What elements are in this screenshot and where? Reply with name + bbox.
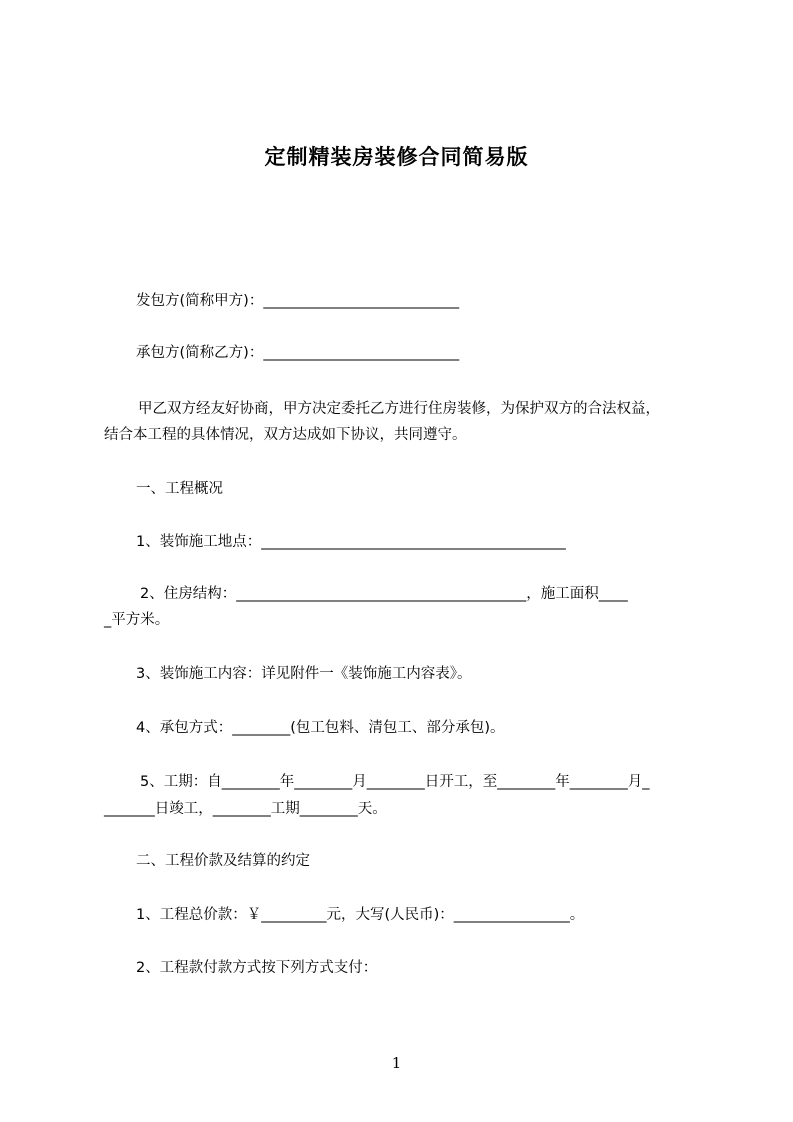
item1-2-structure-line1: 2、住房结构：________________________________________，施工面积____ bbox=[140, 586, 628, 602]
party-b-line: 承包方(简称乙方)：___________________________ bbox=[136, 345, 460, 361]
item1-5-schedule-line2: _______日竣工，________工期________天。 bbox=[104, 801, 387, 817]
item1-2-structure-line2: _平方米。 bbox=[104, 612, 170, 628]
intro-paragraph-line1: 甲乙双方经友好协商，甲方决定委托乙方进行住房装修，为保护双方的合法权益， bbox=[138, 401, 660, 417]
item2-2-payment-method: 2、工程款付款方式按下列方式支付： bbox=[136, 960, 378, 976]
party-a-line: 发包方(简称甲方)：___________________________ bbox=[136, 293, 460, 309]
section1-heading: 一、工程概况 bbox=[136, 481, 223, 497]
item1-4-contract-mode: 4、承包方式：________(包工包料、清包工、部分承包)。 bbox=[136, 720, 505, 736]
page-number: 1 bbox=[391, 1054, 402, 1072]
intro-paragraph-line2: 结合本工程的具体情况，双方达成如下协议，共同遵守。 bbox=[104, 427, 467, 443]
item2-1-total-price: 1、工程总价款：￥_________元，大写(人民币)：________________。 bbox=[136, 907, 585, 923]
section2-heading: 二、工程价款及结算的约定 bbox=[136, 853, 310, 869]
document-title: 定制精装房装修合同简易版 bbox=[264, 145, 529, 169]
item1-5-schedule-line1: 5、工期：自________年________月________日开工，至________年________月_ bbox=[140, 774, 650, 790]
item1-3-content: 3、装饰施工内容：详见附件一《装饰施工内容表》。 bbox=[136, 666, 472, 682]
item1-1-site: 1、装饰施工地点：__________________________________________ bbox=[136, 534, 566, 550]
